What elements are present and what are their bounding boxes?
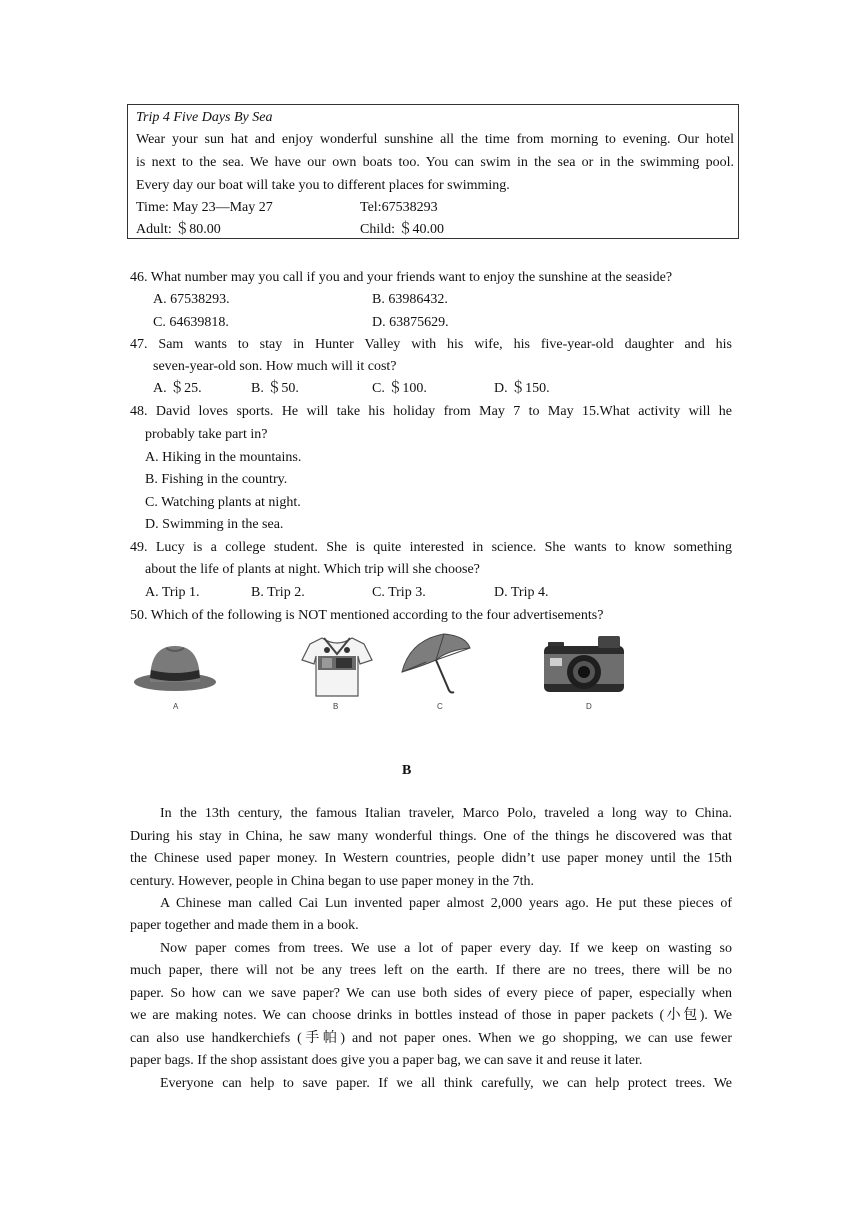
- passage-line-9: paper. So how can we save paper? We can use both sides of every piece of paper, especially when: [130, 986, 732, 1001]
- ad-time: Time: May 23—May 27: [136, 200, 273, 215]
- q46-option-d: D. 63875629.: [372, 315, 449, 330]
- q47-option-b: B. ＄50.: [251, 381, 299, 396]
- ad-adult-price: Adult: ＄80.00: [136, 222, 221, 237]
- q49-stem-line-2: about the life of plants at night. Which trip will she choose?: [145, 562, 480, 577]
- q47-option-d: D. ＄150.: [494, 381, 550, 396]
- q50-stem: 50. Which of the following is NOT mentioned according to the four advertisements?: [130, 608, 604, 623]
- passage-line-10: we are making notes. We can choose drinks in bottles instead of those in paper packets (小包). We: [130, 1008, 732, 1023]
- q47-option-a: A. ＄25.: [153, 381, 202, 396]
- q50-label-a: A: [173, 702, 179, 711]
- q46-option-c: C. 64639818.: [153, 315, 229, 330]
- tshirt-icon: [300, 634, 374, 700]
- q48-option-a: A. Hiking in the mountains.: [145, 450, 302, 465]
- umbrella-icon: [396, 632, 474, 698]
- q49-option-c: C. Trip 3.: [372, 585, 426, 600]
- q48-option-b: B. Fishing in the country.: [145, 472, 288, 487]
- ad-title: Trip 4 Five Days By Sea: [136, 110, 273, 125]
- passage-line-13: Everyone can help to save paper. If we all think carefully, we can help protect trees. We: [160, 1076, 732, 1091]
- passage-line-7: Now paper comes from trees. We use a lot of paper every day. If we keep on wasting so: [160, 941, 732, 956]
- q49-option-d: D. Trip 4.: [494, 585, 549, 600]
- q48-option-d: D. Swimming in the sea.: [145, 517, 284, 532]
- q48-option-c: C. Watching plants at night.: [145, 495, 301, 510]
- q48-stem-line-1: 48. David loves sports. He will take his holiday from May 7 to May 15.What activity will he: [130, 404, 732, 419]
- ad-body-line-2: is next to the sea. We have our own boats too. You can swim in the sea or in the swimming pool.: [136, 155, 734, 170]
- q46-stem: 46. What number may you call if you and your friends want to enjoy the sunshine at the seaside?: [130, 270, 673, 285]
- section-b-heading: B: [402, 763, 412, 778]
- q49-option-b: B. Trip 2.: [251, 585, 305, 600]
- passage-line-3: the Chinese used paper money. In Western countries, people didn’t use paper money until the 15th: [130, 851, 732, 866]
- ad-body-line-3: Every day our boat will take you to different places for swimming.: [136, 178, 510, 193]
- q49-stem-line-1: 49. Lucy is a college student. She is quite interested in science. She wants to know something: [130, 540, 732, 555]
- q47-stem-line-2: seven-year-old son. How much will it cost?: [153, 359, 397, 374]
- passage-line-2: During his stay in China, he saw many wonderful things. One of the things he discovered was that: [130, 829, 732, 844]
- camera-icon: [542, 632, 628, 696]
- q49-option-a: A. Trip 1.: [145, 585, 200, 600]
- passage-line-8: much paper, there will not be any trees left on the earth. If there are no trees, there will be no: [130, 963, 732, 978]
- passage-line-4: century. However, people in China began to use paper money in the 7th.: [130, 874, 535, 889]
- ad-child-price: Child: ＄40.00: [360, 222, 445, 237]
- q47-option-c: C. ＄100.: [372, 381, 427, 396]
- trip4-ad-box: [127, 104, 739, 239]
- q50-label-c: C: [437, 702, 443, 711]
- passage-line-5: A Chinese man called Cai Lun invented paper almost 2,000 years ago. He put these pieces of: [160, 896, 732, 911]
- ad-tel: Tel:67538293: [360, 200, 438, 215]
- q46-option-b: B. 63986432.: [372, 292, 448, 307]
- q50-label-b: B: [333, 702, 339, 711]
- q46-option-a: A. 67538293.: [153, 292, 230, 307]
- passage-line-11: can also use handkerchiefs (手帕) and not paper ones. When we go shopping, we can use fewer: [130, 1031, 732, 1046]
- passage-line-12: paper bags. If the shop assistant does give you a paper bag, we can save it and reuse it later.: [130, 1053, 643, 1068]
- passage-line-1: In the 13th century, the famous Italian traveler, Marco Polo, traveled a long way to China.: [160, 806, 732, 821]
- q48-stem-line-2: probably take part in?: [145, 427, 268, 442]
- passage-line-6: paper together and made them in a book.: [130, 918, 359, 933]
- ad-body-line-1: Wear your sun hat and enjoy wonderful sunshine all the time from morning to evening. Our hotel: [136, 132, 734, 147]
- hat-icon: [132, 640, 218, 694]
- q50-label-d: D: [586, 702, 592, 711]
- q47-stem-line-1: 47. Sam wants to stay in Hunter Valley with his wife, his five-year-old daughter and his: [130, 337, 732, 352]
